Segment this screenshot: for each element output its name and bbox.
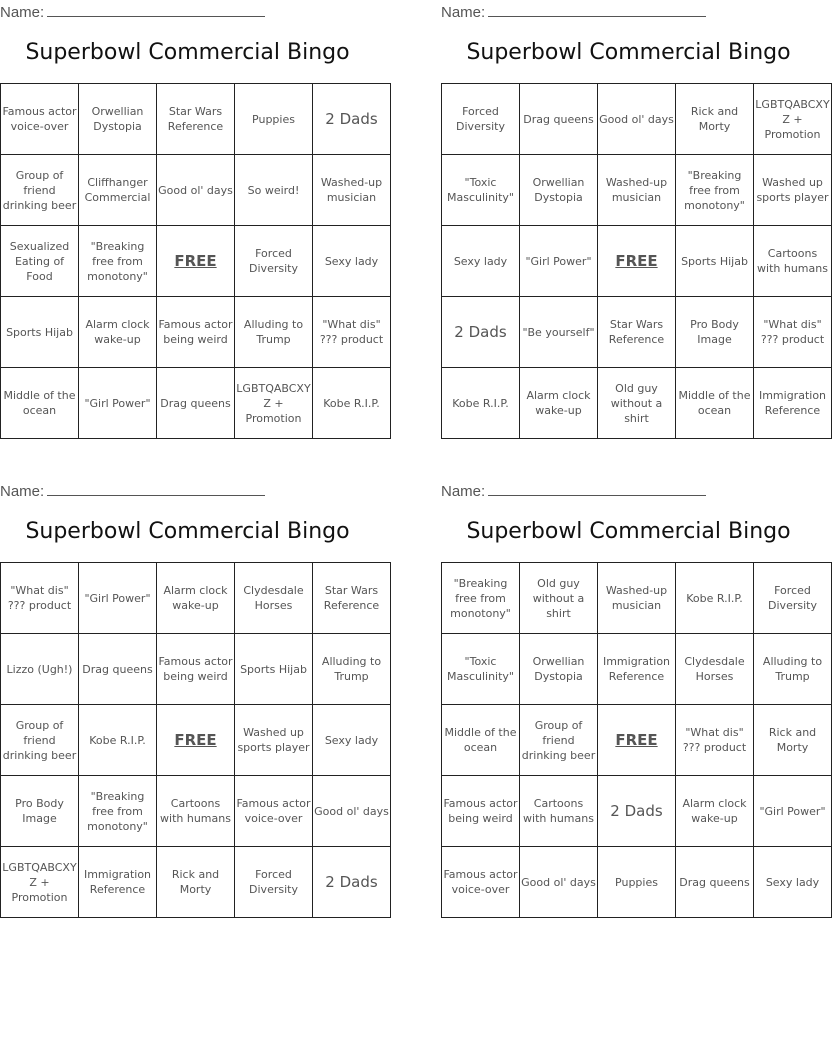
- bingo-cell: Good ol' days: [598, 84, 676, 155]
- bingo-row: [1, 226, 391, 297]
- bingo-cell: "Toxic Masculinity": [442, 155, 520, 226]
- name-field: [441, 1, 706, 21]
- bingo-cell: Washed up sports player: [235, 705, 313, 776]
- bingo-row: [442, 634, 832, 705]
- bingo-cell: LGBTQABCXYZ + Promotion: [235, 368, 313, 439]
- name-field: [441, 480, 706, 500]
- bingo-cell: Washed-up musician: [598, 563, 676, 634]
- bingo-row: [1, 705, 391, 776]
- bingo-cell: Famous actor voice-over: [1, 84, 79, 155]
- bingo-cell: "Breaking free from monotony": [79, 226, 157, 297]
- bingo-cell: Kobe R.I.P.: [79, 705, 157, 776]
- bingo-cell: Clydesdale Horses: [676, 634, 754, 705]
- bingo-cell: Drag queens: [676, 847, 754, 918]
- bingo-cell: Sports Hijab: [1, 297, 79, 368]
- name-field: [0, 1, 265, 21]
- bingo-cell: Alarm clock wake-up: [676, 776, 754, 847]
- bingo-row: [442, 226, 832, 297]
- name-underline: [47, 1, 265, 17]
- free-space: FREE: [598, 705, 676, 776]
- bingo-cell: Middle of the ocean: [1, 368, 79, 439]
- bingo-grid: [0, 562, 391, 918]
- bingo-row: [442, 563, 832, 634]
- bingo-cell: Good ol' days: [313, 776, 391, 847]
- name-label: Name:: [0, 4, 45, 21]
- bingo-cell: 2 Dads: [313, 847, 391, 918]
- bingo-cell: Star Wars Reference: [313, 563, 391, 634]
- bingo-cell: Alarm clock wake-up: [520, 368, 598, 439]
- bingo-cell: Sexualized Eating of Food: [1, 226, 79, 297]
- bingo-cell: Old guy without a shirt: [598, 368, 676, 439]
- bingo-cell: "Girl Power": [520, 226, 598, 297]
- bingo-cell: Clydesdale Horses: [235, 563, 313, 634]
- bingo-cell: "Breaking free from monotony": [442, 563, 520, 634]
- bingo-row: [1, 84, 391, 155]
- bingo-cell: LGBTQABCXYZ + Promotion: [1, 847, 79, 918]
- bingo-row: [1, 847, 391, 918]
- bingo-cell: Famous actor being weird: [157, 634, 235, 705]
- bingo-cell: Drag queens: [520, 84, 598, 155]
- bingo-cell: Rick and Morty: [157, 847, 235, 918]
- bingo-cell: Old guy without a shirt: [520, 563, 598, 634]
- bingo-cell: Kobe R.I.P.: [442, 368, 520, 439]
- bingo-cell: Kobe R.I.P.: [313, 368, 391, 439]
- card-title: Superbowl Commercial Bingo: [25, 519, 350, 544]
- bingo-cell: Immigration Reference: [754, 368, 832, 439]
- name-label: Name:: [441, 4, 486, 21]
- bingo-row: [1, 297, 391, 368]
- bingo-cell: Puppies: [598, 847, 676, 918]
- bingo-cell: Lizzo (Ugh!): [1, 634, 79, 705]
- bingo-cell: Middle of the ocean: [442, 705, 520, 776]
- bingo-cell: Alluding to Trump: [313, 634, 391, 705]
- bingo-cell: "Girl Power": [79, 563, 157, 634]
- bingo-cell: LGBTQABCXYZ + Promotion: [754, 84, 832, 155]
- bingo-row: [1, 776, 391, 847]
- free-space: FREE: [157, 226, 235, 297]
- bingo-cell: 2 Dads: [598, 776, 676, 847]
- bingo-row: [442, 776, 832, 847]
- bingo-cell: Famous actor being weird: [442, 776, 520, 847]
- bingo-cell: Cartoons with humans: [754, 226, 832, 297]
- bingo-cell: Immigration Reference: [598, 634, 676, 705]
- bingo-cell: Star Wars Reference: [157, 84, 235, 155]
- bingo-cell: Star Wars Reference: [598, 297, 676, 368]
- bingo-cell: Drag queens: [79, 634, 157, 705]
- bingo-cell: Cartoons with humans: [157, 776, 235, 847]
- bingo-cell: Puppies: [235, 84, 313, 155]
- name-label: Name:: [0, 483, 45, 500]
- bingo-cell: Forced Diversity: [754, 563, 832, 634]
- bingo-row: [1, 368, 391, 439]
- bingo-cell: Sexy lady: [442, 226, 520, 297]
- free-space: FREE: [598, 226, 676, 297]
- bingo-row: [442, 84, 832, 155]
- bingo-cell: Famous actor being weird: [157, 297, 235, 368]
- bingo-cell: Rick and Morty: [754, 705, 832, 776]
- bingo-grid: [441, 83, 832, 439]
- bingo-cell: Cartoons with humans: [520, 776, 598, 847]
- bingo-cell: Orwellian Dystopia: [79, 84, 157, 155]
- bingo-cell: Immigration Reference: [79, 847, 157, 918]
- bingo-cell: Orwellian Dystopia: [520, 155, 598, 226]
- bingo-cell: Famous actor voice-over: [442, 847, 520, 918]
- card-title: Superbowl Commercial Bingo: [466, 519, 791, 544]
- name-field: [0, 480, 265, 500]
- bingo-cell: Forced Diversity: [235, 226, 313, 297]
- bingo-cell: Rick and Morty: [676, 84, 754, 155]
- bingo-cell: Drag queens: [157, 368, 235, 439]
- bingo-cell: "Breaking free from monotony": [79, 776, 157, 847]
- bingo-grid: [0, 83, 391, 439]
- bingo-cell: "Be yourself": [520, 297, 598, 368]
- bingo-cell: 2 Dads: [442, 297, 520, 368]
- bingo-cell: Sexy lady: [313, 226, 391, 297]
- name-underline: [488, 1, 706, 17]
- bingo-cell: "What dis" ??? product: [754, 297, 832, 368]
- bingo-cell: Group of friend drinking beer: [520, 705, 598, 776]
- bingo-cell: "What dis" ??? product: [676, 705, 754, 776]
- bingo-grid: [441, 562, 832, 918]
- bingo-cell: Forced Diversity: [235, 847, 313, 918]
- name-label: Name:: [441, 483, 486, 500]
- bingo-cell: Alarm clock wake-up: [157, 563, 235, 634]
- bingo-row: [442, 705, 832, 776]
- bingo-cell: "Girl Power": [79, 368, 157, 439]
- bingo-cell: Pro Body Image: [676, 297, 754, 368]
- bingo-cell: Cliffhanger Commercial: [79, 155, 157, 226]
- bingo-row: [442, 847, 832, 918]
- bingo-cell: "What dis" ??? product: [1, 563, 79, 634]
- bingo-cell: Sports Hijab: [676, 226, 754, 297]
- bingo-cell: 2 Dads: [313, 84, 391, 155]
- bingo-cell: Good ol' days: [157, 155, 235, 226]
- bingo-cell: Orwellian Dystopia: [520, 634, 598, 705]
- bingo-cell: Alluding to Trump: [235, 297, 313, 368]
- bingo-cell: "Breaking free from monotony": [676, 155, 754, 226]
- bingo-cell: Washed-up musician: [598, 155, 676, 226]
- bingo-cell: "What dis" ??? product: [313, 297, 391, 368]
- bingo-cell: Group of friend drinking beer: [1, 705, 79, 776]
- bingo-row: [442, 297, 832, 368]
- bingo-cell: Alarm clock wake-up: [79, 297, 157, 368]
- bingo-row: [442, 368, 832, 439]
- bingo-cell: Famous actor voice-over: [235, 776, 313, 847]
- bingo-cell: Sexy lady: [754, 847, 832, 918]
- card-title: Superbowl Commercial Bingo: [25, 40, 350, 65]
- bingo-cell: Middle of the ocean: [676, 368, 754, 439]
- bingo-row: [1, 563, 391, 634]
- bingo-cell: "Girl Power": [754, 776, 832, 847]
- bingo-cell: Forced Diversity: [442, 84, 520, 155]
- bingo-row: [442, 155, 832, 226]
- bingo-cell: Good ol' days: [520, 847, 598, 918]
- bingo-cell: Group of friend drinking beer: [1, 155, 79, 226]
- bingo-cell: Kobe R.I.P.: [676, 563, 754, 634]
- bingo-cell: Washed up sports player: [754, 155, 832, 226]
- name-underline: [488, 480, 706, 496]
- bingo-cell: Alluding to Trump: [754, 634, 832, 705]
- free-space: FREE: [157, 705, 235, 776]
- bingo-row: [1, 634, 391, 705]
- bingo-cell: Sexy lady: [313, 705, 391, 776]
- bingo-row: [1, 155, 391, 226]
- bingo-cell: Sports Hijab: [235, 634, 313, 705]
- card-title: Superbowl Commercial Bingo: [466, 40, 791, 65]
- bingo-cell: Pro Body Image: [1, 776, 79, 847]
- bingo-cell: Washed-up musician: [313, 155, 391, 226]
- name-underline: [47, 480, 265, 496]
- bingo-cell: "Toxic Masculinity": [442, 634, 520, 705]
- bingo-cell: So weird!: [235, 155, 313, 226]
